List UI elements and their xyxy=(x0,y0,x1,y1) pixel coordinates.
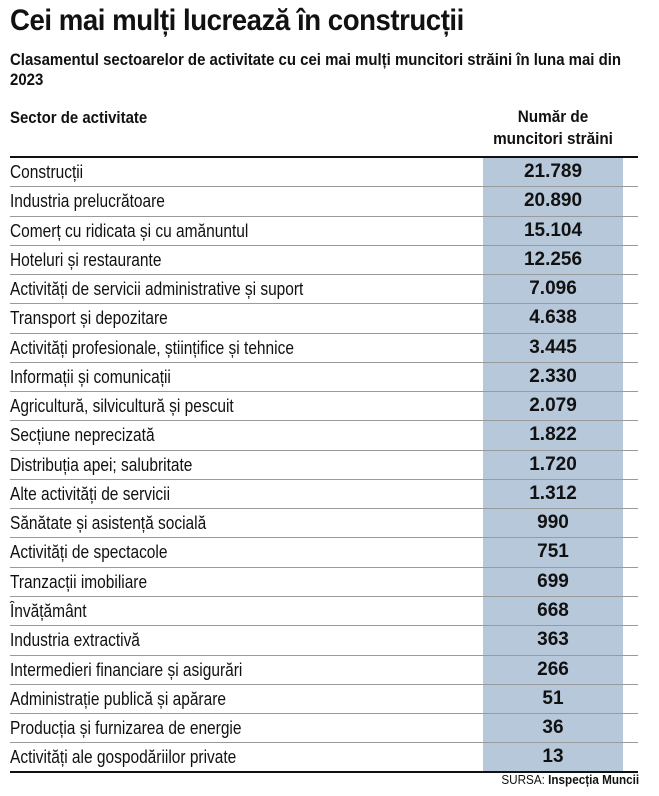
column-header-count xyxy=(483,106,623,150)
row-label: Sănătate și asistență socială xyxy=(10,513,207,534)
row-value: 990 xyxy=(537,512,569,534)
row-value: 2.330 xyxy=(529,365,577,387)
row-label: Activități ale gospodăriilor private xyxy=(10,747,237,768)
table-row xyxy=(10,568,638,597)
row-label: Industria extractivă xyxy=(10,630,140,651)
table-row xyxy=(10,626,638,655)
row-value: 363 xyxy=(537,629,569,651)
row-label: Agricultură, silvicultură și pescuit xyxy=(10,396,234,417)
table-row xyxy=(10,451,638,480)
table-row xyxy=(10,480,638,509)
column-header-count-line-1: Număr de xyxy=(517,107,589,126)
row-value: 1.822 xyxy=(529,424,577,446)
column-header-sector: Sector de activitate xyxy=(10,108,148,127)
source-prefix: SURSA: xyxy=(501,772,545,787)
row-value: 699 xyxy=(537,570,569,592)
table-row xyxy=(10,275,638,304)
row-value: 21.789 xyxy=(523,161,583,182)
table-row xyxy=(10,538,638,567)
row-value: 36 xyxy=(542,717,564,739)
table-row xyxy=(10,304,638,333)
source-name: Inspecția Muncii xyxy=(547,772,639,787)
row-value: 13 xyxy=(542,746,564,768)
row-label: Administrație publică și apărare xyxy=(10,688,226,709)
row-value: 15.104 xyxy=(523,219,583,241)
row-label: Distribuția apei; salubritate xyxy=(10,454,193,475)
row-value: 4.638 xyxy=(529,307,577,329)
row-value: 266 xyxy=(537,658,569,680)
row-value: 3.445 xyxy=(529,336,577,358)
source-note xyxy=(501,772,639,787)
chart-subtitle: Clasamentul sectoarelor de activitate cu cei mai mulți muncitori străini în luna mai din 2023 xyxy=(10,50,622,89)
table-row xyxy=(10,217,638,246)
row-label: Producția și furnizarea de energie xyxy=(10,718,242,739)
table-row xyxy=(10,509,638,538)
row-label: Învățământ xyxy=(10,600,87,621)
table-row xyxy=(10,246,638,275)
row-value: 7.096 xyxy=(529,278,577,300)
row-label: Hoteluri și restaurante xyxy=(10,249,162,270)
row-value: 51 xyxy=(542,687,564,709)
table-row xyxy=(10,714,638,743)
chart-title: Cei mai mulți lucrează în construcții xyxy=(10,4,464,37)
row-label: Activități profesionale, științifice și tehnice xyxy=(10,337,294,358)
column-header-count-line-2: muncitori străini xyxy=(493,129,613,148)
row-value: 20.890 xyxy=(523,190,583,212)
row-value: 1.720 xyxy=(529,453,577,475)
table-row xyxy=(10,363,638,392)
table-row xyxy=(10,187,638,216)
table-row xyxy=(10,597,638,626)
table-row xyxy=(10,685,638,714)
row-label: Alte activități de servicii xyxy=(10,483,171,504)
row-value: 1.312 xyxy=(529,482,577,504)
row-label: Construcții xyxy=(10,162,84,182)
row-label: Transport și depozitare xyxy=(10,308,168,329)
row-label: Activități de spectacole xyxy=(10,542,168,563)
row-label: Industria prelucrătoare xyxy=(10,191,165,212)
row-value: 2.079 xyxy=(529,395,577,417)
row-label: Comerț cu ridicata și cu amănuntul xyxy=(10,220,249,241)
table-row xyxy=(10,158,638,187)
table-row xyxy=(10,743,638,772)
table-row xyxy=(10,421,638,450)
table-row xyxy=(10,656,638,685)
row-label: Informații și comunicații xyxy=(10,366,171,387)
row-value: 668 xyxy=(537,599,569,621)
table-body xyxy=(10,158,638,773)
row-value: 751 xyxy=(537,541,569,563)
row-label: Secțiune neprecizată xyxy=(10,425,155,446)
table-row xyxy=(10,334,638,363)
row-label: Intermedieri financiare și asigurări xyxy=(10,659,243,680)
row-value: 12.256 xyxy=(523,248,583,270)
row-label: Activități de servicii administrative și suport xyxy=(10,279,304,300)
table-row xyxy=(10,392,638,421)
row-label: Tranzacții imobiliare xyxy=(10,571,148,592)
